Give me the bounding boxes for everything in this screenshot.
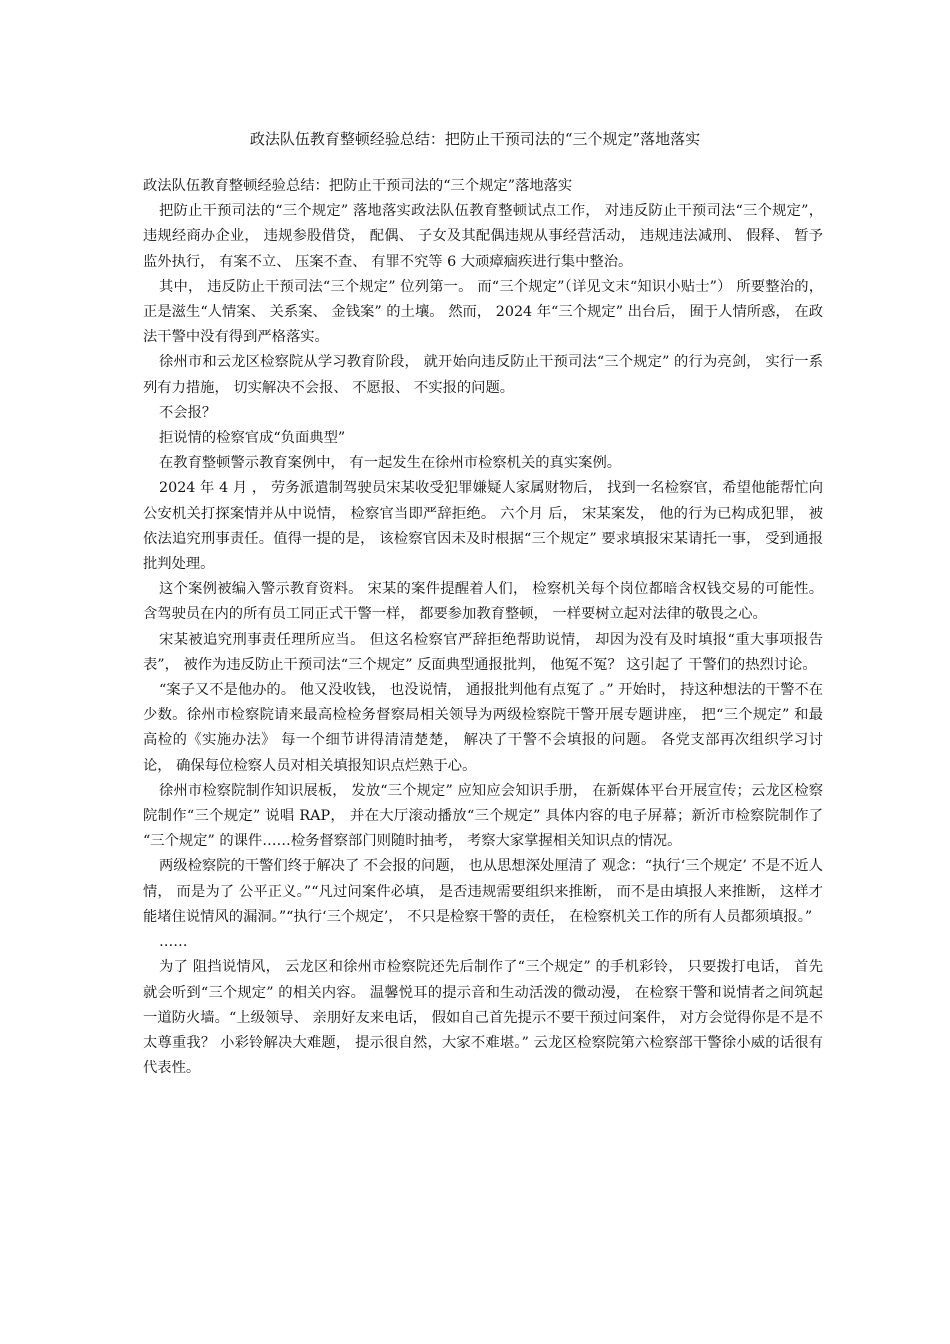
- paragraph: 徐州市检察院制作知识展板， 发放“三个规定” 应知应会知识手册， 在新媒体平台开展宣传；云龙区检察院制作“三个规定” 说唱 RAP， 并在大厅滚动播放“三个规定” 具体内容的电子屏幕；新沂市检察院制作了 “三个规定” 的课件……检务督察部门则随时抽考， 考察大家掌握相关知识点的情况。: [143, 782, 823, 850]
- ellipsis-line: ……: [159, 934, 188, 951]
- paragraph: 宋某被追究刑事责任理所应当。 但这名检察官严辞拒绝帮助说情， 却因为没有及时填报“重大事项报告表”， 被作为违反防止干预司法“三个规定” 反面典型通报批判， 他冤不冤？ 这引起了 干警们的热烈讨论。: [143, 631, 823, 673]
- paragraph: 为了 阻挡说情风， 云龙区和徐州市检察院还先后制作了“三个规定” 的手机彩铃， 只要拨打电话， 首先就会听到“三个规定” 的相关内容。 温馨悦耳的提示音和生动活泼的微动漫， 在检察干警和说情者之间筑起一道防火墙。“上级领导、 亲朋好友来电话， 假如自己首先提示不要干预过问案件， 对方会觉得你是不是不太尊重我？ 小彩铃解决大难题， 提示很自然，大家不难堪。” 云龙区检察院第六检察部干警徐小威的话很有代表性。: [143, 959, 823, 1077]
- paragraph: 在教育整顿警示教育案例中， 有一起发生在徐州市检察机关的真实案例。: [159, 455, 622, 472]
- document-body: [143, 174, 823, 1081]
- paragraph: 两级检察院的干警们终于解决了 不会报的问题， 也从思想深处厘清了 观念：“执行‘三个规定’ 不是不近人情， 而是为了 公平正义。”“凡过问案件必填， 是否违规需要组织来推断， 而不是由填报人来推断， 这样才能堵住说情风的漏洞。”“执行‘三个规定’， 不只是检察干警的责任， 在检察机关工作的所有人员都须填报。”: [143, 858, 823, 925]
- paragraph: 2024 年 4 月 ， 劳务派遣制驾驶员宋某收受犯罪嫌疑人家属财物后， 找到一名检察官，希望他能帮忙向公安机关打探案情并从中说情， 检察官当即严辞拒绝。 六个月 后， 宋某案发， 他的行为已构成犯罪， 被依法追究刑事责任。值得一提的是， 该检察官因未及时根据“三个规定” 要求填报宋某请托一事， 受到通报批判处理。: [143, 480, 823, 573]
- section-subheading: 拒说情的检察官成“负面典型”: [159, 430, 346, 447]
- paragraph: 这个案例被编入警示教育资料。 宋某的案件提醒着人们， 检察机关每个岗位都暗含权钱交易的可能性。 含驾驶员在内的所有员工同正式干警一样， 都要参加教育整顿， 一样要树立起对法律的敬畏之心。: [143, 581, 823, 623]
- paragraph: 徐州市和云龙区检察院从学习教育阶段， 就开始向违反防止干预司法“三个规定” 的行为亮剑， 实行一系列有力措施， 切实解决不会报、 不愿报、 不实报的问题。: [143, 354, 823, 396]
- document-title: 政法队伍教育整顿经验总结：把防止干预司法的“三个规定”落地落实: [249, 130, 701, 148]
- paragraph: 其中， 违反防止干预司法“三个规定” 位列第一。 而“三个规定”（详见文末“知识小贴士”） 所要整治的， 正是滋生“人情案、 关系案、 金钱案” 的土壤。 然而， 2024 年“三个规定” 出台后， 囿于人情所惑， 在政法干警中没有得到严格落实。: [143, 278, 823, 346]
- paragraph: “案子又不是他办的。 他又没收钱， 也没说情， 通报批判他有点冤了 。” 开始时， 持这种想法的干警不在少数。徐州市检察院请来最高检检务督察局相关领导为两级检察院干警开展专题讲座， 把“三个规定” 和最高检的《实施办法》 每一个细节讲得清清楚楚， 解决了干警不会填报的问题。 各党支部再次组织学习讨论， 确保每位检察人员对相关填报知识点烂熟于心。: [143, 682, 823, 774]
- body-heading: 政法队伍教育整顿经验总结：把防止干预司法的“三个规定”落地落实: [143, 178, 573, 194]
- paragraph: 把防止干预司法的“三个规定” 落地落实政法队伍教育整顿试点工作， 对违反防止干预司法“三个规定”， 违规经商办企业， 违规参股借贷， 配偶、 子女及其配偶违规从事经营活动， 违规违法减刑、 假释、 暂予监外执行， 有案不立、 压案不查、 有罪不究等 6 大顽瘴痼疾进行集中整治。: [143, 203, 823, 270]
- section-heading: 不会报？: [159, 404, 217, 421]
